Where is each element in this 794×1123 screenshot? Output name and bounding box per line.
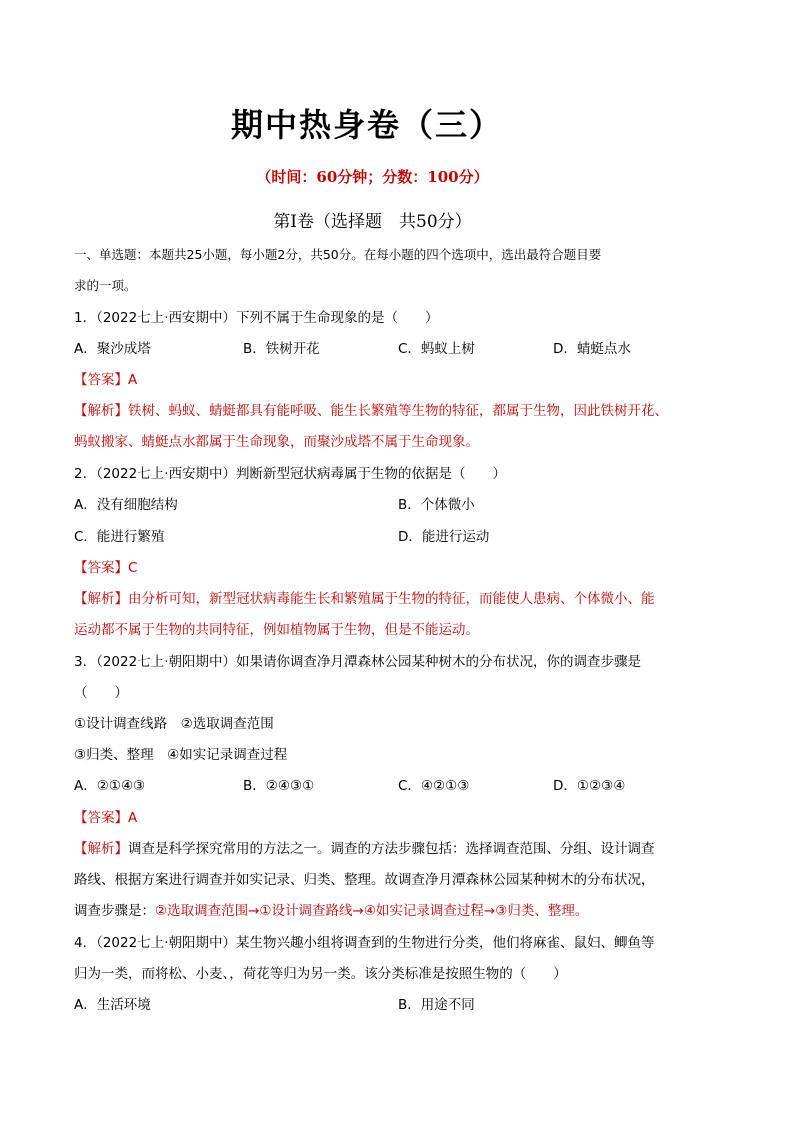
answer-value: A <box>128 810 138 826</box>
question-3-stem-line-2: （ ） <box>74 685 128 701</box>
question-3-option-a: A．②①④③ <box>74 778 146 794</box>
question-4-option-a: A．生活环境 <box>74 997 151 1013</box>
question-2-analysis-line-1 <box>74 589 655 609</box>
analysis-text-highlight: ②选取调查范围→①设计调查路线→④如实记录调查过程→③归类、整理。 <box>155 903 589 919</box>
analysis-label: 【解析】 <box>74 591 128 607</box>
question-3-stem-line-1: 3．（2022七上·朝阳期中）如果请你调查净月潭森林公园某种树木的分布状况，你的调查步骤是 <box>74 654 641 670</box>
question-3-option-c: C．④②①③ <box>398 778 470 794</box>
question-2-analysis-line-2: 运动都不属于生物的共同特征，例如植物属于生物，但是不能运动。 <box>74 622 479 638</box>
question-2-option-b: B．个体微小 <box>398 497 475 513</box>
question-1-analysis-line-2: 蚂蚁搬家、蜻蜓点水都属于生命现象，而聚沙成塔不属于生命现象。 <box>74 434 479 450</box>
analysis-label: 【解析】 <box>74 841 128 857</box>
question-3-option-d: D．①②③④ <box>553 778 626 794</box>
exam-time-score: （时间：60分钟；分数：100分） <box>256 168 489 186</box>
question-4-stem-line-2: 归为一类，而将松、小麦、，荷花等归为另一类。该分类标准是按照生物的（ ） <box>74 966 567 982</box>
question-2-answer <box>74 558 137 578</box>
analysis-text: 调查是科学探究常用的方法之一。调查的方法步骤包括：选择调查范围、分组、设计调查 <box>128 841 655 857</box>
page-title: 期中热身卷（三） <box>230 106 503 144</box>
answer-label: 【答案】 <box>74 560 128 576</box>
question-2-option-d: D．能进行运动 <box>398 529 490 545</box>
analysis-text-prefix: 调查步骤是： <box>74 903 155 919</box>
question-4-option-b: B．用途不同 <box>398 997 475 1013</box>
analysis-label: 【解析】 <box>74 403 128 419</box>
section-title: 第Ⅰ卷（选择题 共50分） <box>273 212 472 232</box>
question-3-steps-line-1: ①设计调查线路 ②选取调查范围 <box>74 716 274 732</box>
analysis-text: 由分析可知，新型冠状病毒能生长和繁殖属于生物的特征，而能使人患病、个体微小、能 <box>128 591 655 607</box>
question-3-analysis-line-2: 路线、根据方案进行调查并如实记录、归类、整理。故调查净月潭森林公园某种树木的分布状况， <box>74 872 655 888</box>
instructions-line-2: 求的一项。 <box>74 278 137 293</box>
question-1-option-b: B．铁树开花 <box>243 341 320 357</box>
question-1-option-c: C．蚂蚁上树 <box>398 341 475 357</box>
question-3-steps-line-2: ③归类、整理 ④如实记录调查过程 <box>74 747 288 763</box>
question-1-option-d: D．蜻蜓点水 <box>553 341 631 357</box>
question-2-stem: 2．（2022七上·西安期中）判断新型冠状病毒属于生物的依据是（ ） <box>74 466 506 482</box>
answer-value: C <box>128 560 138 576</box>
question-2-option-c: C．能进行繁殖 <box>74 529 165 545</box>
question-4-stem-line-1: 4．（2022七上·朝阳期中）某生物兴趣小组将调查到的生物进行分类，他们将麻雀、鼠妇、鲫鱼等 <box>74 935 655 951</box>
answer-value: A <box>128 372 138 388</box>
question-1-answer <box>74 370 137 390</box>
answer-label: 【答案】 <box>74 372 128 388</box>
question-2-option-a: A．没有细胞结构 <box>74 497 178 513</box>
question-3-analysis-line-3 <box>74 901 588 921</box>
question-1-option-a: A．聚沙成塔 <box>74 341 151 357</box>
question-3-analysis-line-1 <box>74 839 655 859</box>
answer-label: 【答案】 <box>74 810 128 826</box>
question-1-analysis-line-1 <box>74 401 668 421</box>
question-3-option-b: B．②④③① <box>243 778 315 794</box>
question-1-stem: 1．（2022七上·西安期中）下列不属于生命现象的是（ ） <box>74 310 439 326</box>
question-3-answer <box>74 808 137 828</box>
instructions-line-1: 一、单选题：本题共25小题，每小题2分，共50分。在每小题的四个选项中，选出最符合题目要 <box>74 247 602 262</box>
analysis-text: 铁树、蚂蚁、蜻蜓都具有能呼吸、能生长繁殖等生物的特征，都属于生物，因此铁树开花、 <box>128 403 668 419</box>
